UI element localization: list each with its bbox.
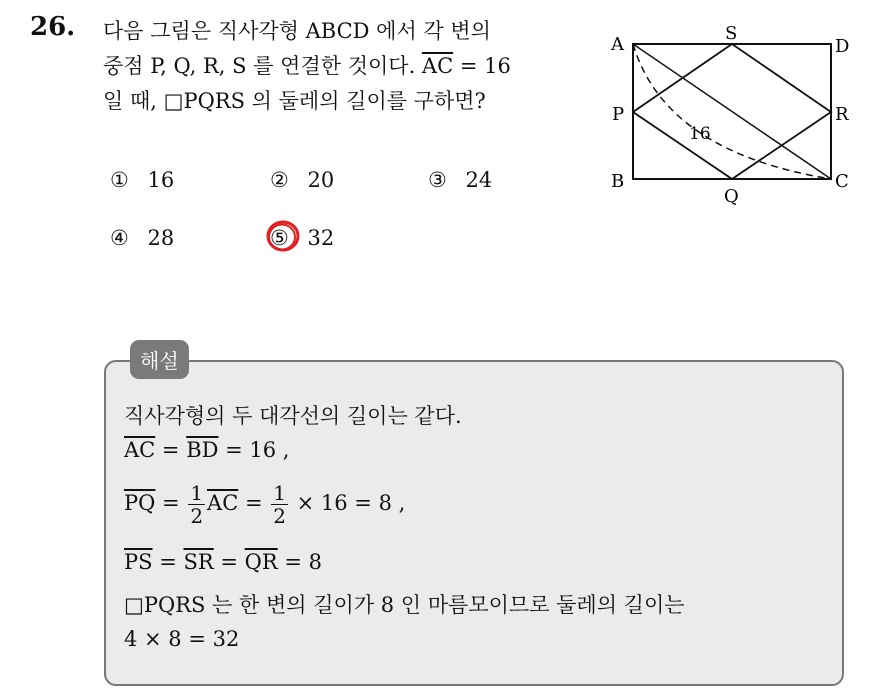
choice-2-value: 20 <box>307 168 335 192</box>
solution-line-1: 직사각형의 두 대각선의 길이는 같다. <box>124 404 462 428</box>
choice-1-value: 16 <box>147 168 175 192</box>
question-line-2: 중점 P, Q, R, S 를 연결한 것이다. $\overline{AC} = 16$ <box>103 54 511 78</box>
label-b: B <box>611 171 625 192</box>
label-s: S <box>725 23 738 44</box>
fraction-half-2: $\frac{1}{2}$ <box>273 481 286 528</box>
solution-tag: 해설 <box>130 340 189 379</box>
diagonal-ac <box>633 44 831 179</box>
fraction-half: $\frac{1}{2}$ <box>190 481 204 528</box>
choice-5-value: 32 <box>307 226 335 250</box>
label-d: D <box>835 36 850 57</box>
solution-line-5: □PQRS 는 한 변의 길이가 8 인 마름모이므로 둘레의 길이는 <box>124 593 685 617</box>
segment-ac: $\overline{AC}$ <box>421 54 454 78</box>
choice-3-value: 24 <box>465 168 493 192</box>
choice-3-number: ③ <box>428 168 447 192</box>
label-q: Q <box>724 186 739 207</box>
label-r: R <box>835 104 849 125</box>
diagonal-length-label: 16 <box>689 124 711 144</box>
solution-line-3: $\overline{PQ}$ = $\frac{1}{2}$ $\overline{AC}$ = $\frac{1}{2}$ × 16 = 8 , <box>124 481 406 528</box>
choice-5-number: ⑤ <box>270 226 289 250</box>
solution-line-6: 4 × 8 = 32 <box>124 627 240 651</box>
label-p: P <box>612 104 625 125</box>
question-text <box>103 14 593 119</box>
choice-4-value: 28 <box>147 226 175 250</box>
rectangle-figure <box>605 22 860 212</box>
choice-4[interactable] <box>110 226 174 250</box>
question-line-3: 일 때, □PQRS 의 둘레의 길이를 구하면? <box>103 89 486 113</box>
question-number: 26. <box>30 12 76 42</box>
choice-3[interactable] <box>428 168 492 192</box>
solution-line-2: $\overline{AC} = \overline{BD} = 16$ , <box>124 438 290 462</box>
question-line-1: 다음 그림은 직사각형 ABCD 에서 각 변의 <box>103 19 491 43</box>
choice-1-number: ① <box>110 168 129 192</box>
choice-2[interactable] <box>270 168 334 192</box>
solution-line-4: $\overline{PS} = \overline{SR} = \overline{QR} = 8$ <box>124 550 322 574</box>
choice-4-number: ④ <box>110 226 129 250</box>
choice-5[interactable] <box>270 226 334 250</box>
label-a: A <box>611 34 624 55</box>
choice-1[interactable] <box>110 168 174 192</box>
label-c: C <box>835 171 849 192</box>
choice-2-number: ② <box>270 168 289 192</box>
